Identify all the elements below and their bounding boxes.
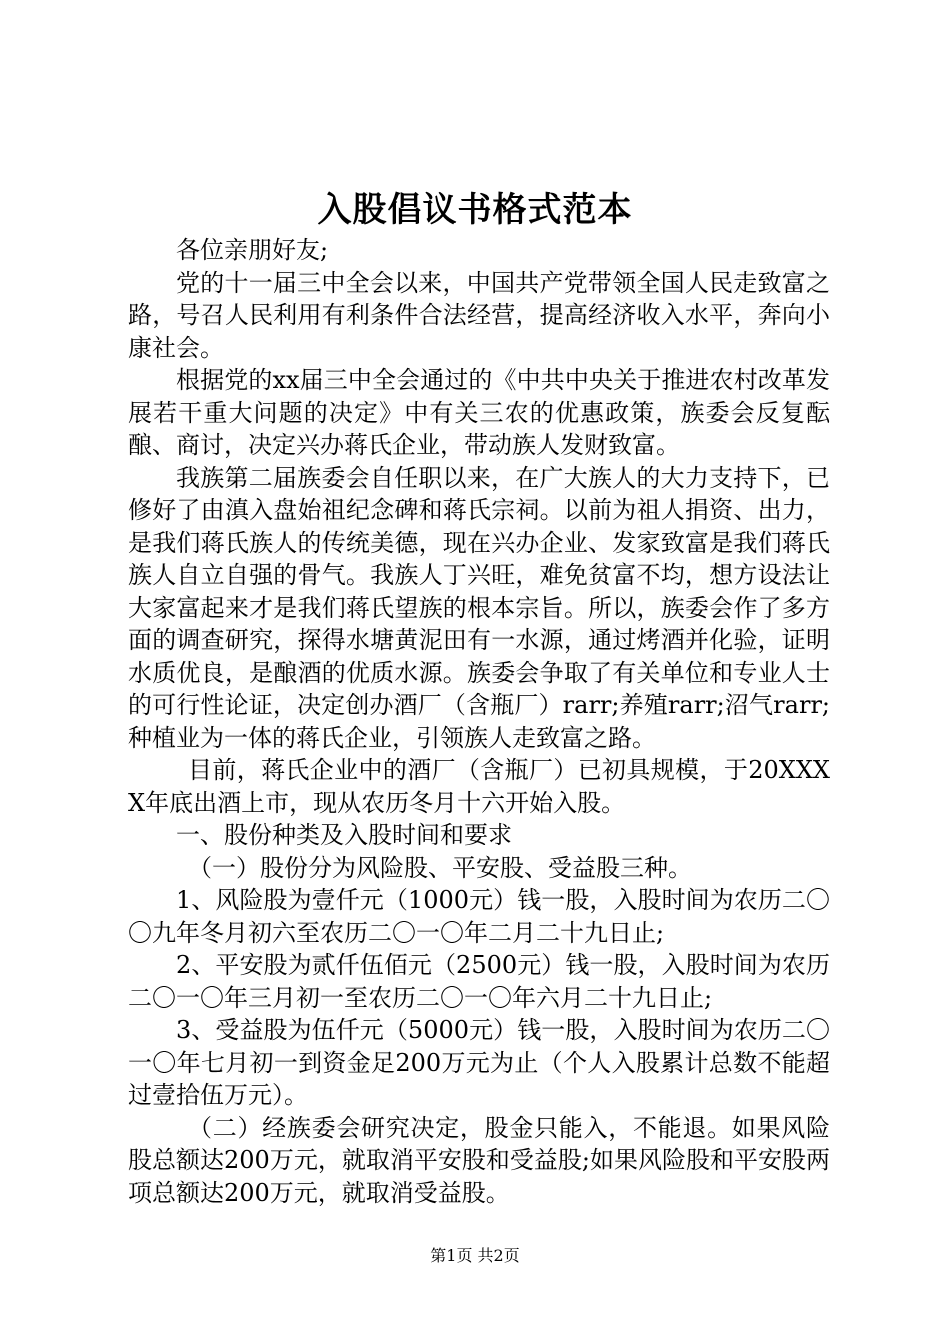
section-heading: 一、股份种类及入股时间和要求 bbox=[176, 821, 512, 849]
list-item: 2、平安股为贰仟伍佰元（2500元）钱一股，入股时间为农历二〇一〇年三月初一至农历二〇一〇年六月二十九日止; bbox=[128, 951, 830, 1012]
subsection-heading: （一）股份分为风险股、平安股、受益股三种。 bbox=[188, 853, 692, 882]
page-number-footer: 第1页 共2页 bbox=[430, 1246, 520, 1265]
list-item: 3、受益股为伍仟元（5000元）钱一股，入股时间为农历二〇一〇年七月初一到资金足200万元为止（个人入股累计总数不能超过壹拾伍万元）。 bbox=[128, 1016, 830, 1109]
document-body bbox=[128, 234, 830, 1209]
document-title: 入股倡议书格式范本 bbox=[317, 190, 633, 230]
body-paragraph: 我族第二届族委会自任职以来，在广大族人的大力支持下，已修好了由滇入盘始祖纪念碑和蒋氏宗祠。以前为祖人捐资、出力，是我们蒋氏族人的传统美德，现在兴办企业、发家致富是我们蒋氏族人自立自强的骨气。我族人丁兴旺，难免贫富不均，想方设法让大家富起来才是我们蒋氏望族的根本宗旨。所以，族委会作了多方面的调查研究，探得水塘黄泥田有一水源，通过烤酒并化验，证明水质优良，是酿酒的优质水源。族委会争取了有关单位和专业人士的可行性论证，决定创办酒厂（含瓶厂）rarr;养殖rarr;沼气rarr;种植业为一体的蒋氏企业，引领族人走致富之路。 bbox=[128, 463, 830, 752]
list-item: 1、风险股为壹仟元（1000元）钱一股，入股时间为农历二〇〇九年冬月初六至农历二〇一〇年二月二十九日止; bbox=[128, 886, 830, 947]
body-paragraph: 目前，蒋氏企业中的酒厂（含瓶厂）已初具规模，于20XXXX年底出酒上市，现从农历冬月十六开始入股。 bbox=[128, 756, 830, 817]
body-paragraph: 根据党的xx届三中全会通过的《中共中央关于推进农村改革发展若干重大问题的决定》中有关三农的优惠政策，族委会反复酝酿、商讨，决定兴办蒋氏企业，带动族人发财致富。 bbox=[128, 366, 830, 459]
body-paragraph: （二）经族委会研究决定，股金只能入，不能退。如果风险股总额达200万元，就取消平安股和受益股;如果风险股和平安股两项总额达200万元，就取消受益股。 bbox=[128, 1113, 830, 1207]
salutation-paragraph: 各位亲朋好友; bbox=[176, 236, 329, 264]
body-paragraph: 党的十一届三中全会以来，中国共产党带领全国人民走致富之路，号召人民利用有利条件合法经营，提高经济收入水平，奔向小康社会。 bbox=[128, 268, 830, 362]
